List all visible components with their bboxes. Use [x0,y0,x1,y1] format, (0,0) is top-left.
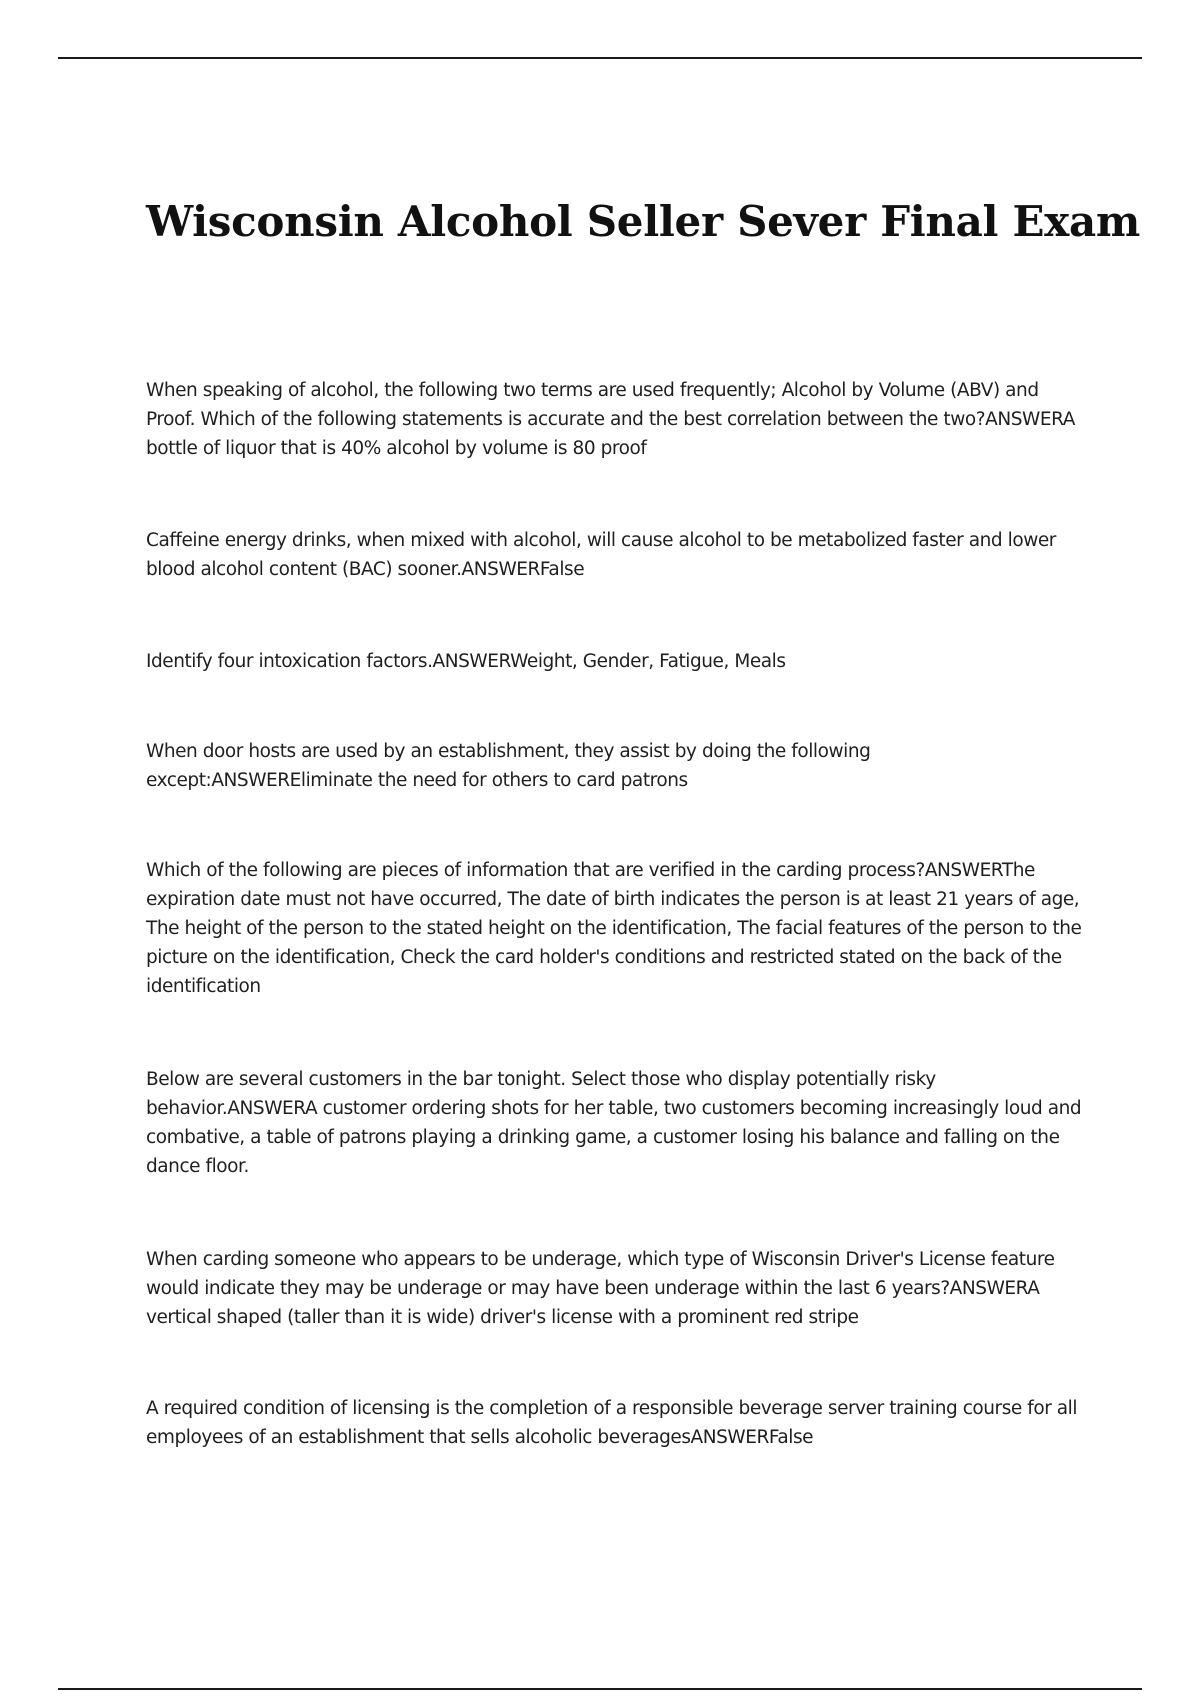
question-answer-4: When door hosts are used by an establishment, they assist by doing the following except:ANSWEREliminate the need for others to card patrons [146,741,871,791]
question-answer-3: Identify four intoxication factors.ANSWERWeight, Gender, Fatigue, Meals [146,651,786,672]
question-answer-6: Below are several customers in the bar tonight. Select those who display potentially risky behavior.ANSWERA customer ordering shots for her table, two customers becoming increasingly loud and combative, a table of patrons playing a drinking game, a customer losing his balance and falling on the dance floor. [146,1069,1082,1177]
document-title: Wisconsin Alcohol Seller Sever Final Exam [146,197,1141,246]
question-answer-2: Caffeine energy drinks, when mixed with alcohol, will cause alcohol to be metabolized faster and lower blood alcohol content (BAC) sooner.ANSWERFalse [146,530,1056,580]
question-answer-5: Which of the following are pieces of information that are verified in the carding process?ANSWERThe expiration date must not have occurred, The date of birth indicates the person is at least 21 years of age, The height of the person to the stated height on the identification, The facial features of the person to the picture on the identification, Check the card holder's conditions and restricted stated on the back of the identification [146,860,1082,997]
question-answer-7: When carding someone who appears to be underage, which type of Wisconsin Driver's License feature would indicate they may be underage or may have been underage within the last 6 years?ANSWERA vertical shaped (taller than it is wide) driver's license with a prominent red stripe [146,1249,1055,1328]
question-answer-1: When speaking of alcohol, the following two terms are used frequently; Alcohol by Volume (ABV) and Proof. Which of the following statements is accurate and the best correlation between the two?ANSWERA bottle of liquor that is 40% alcohol by volume is 80 proof [146,380,1075,459]
top-divider [58,57,1142,59]
question-answer-8: A required condition of licensing is the completion of a responsible beverage server training course for all employees of an establishment that sells alcoholic beveragesANSWERFalse [146,1398,1078,1448]
bottom-divider [58,1688,1142,1690]
